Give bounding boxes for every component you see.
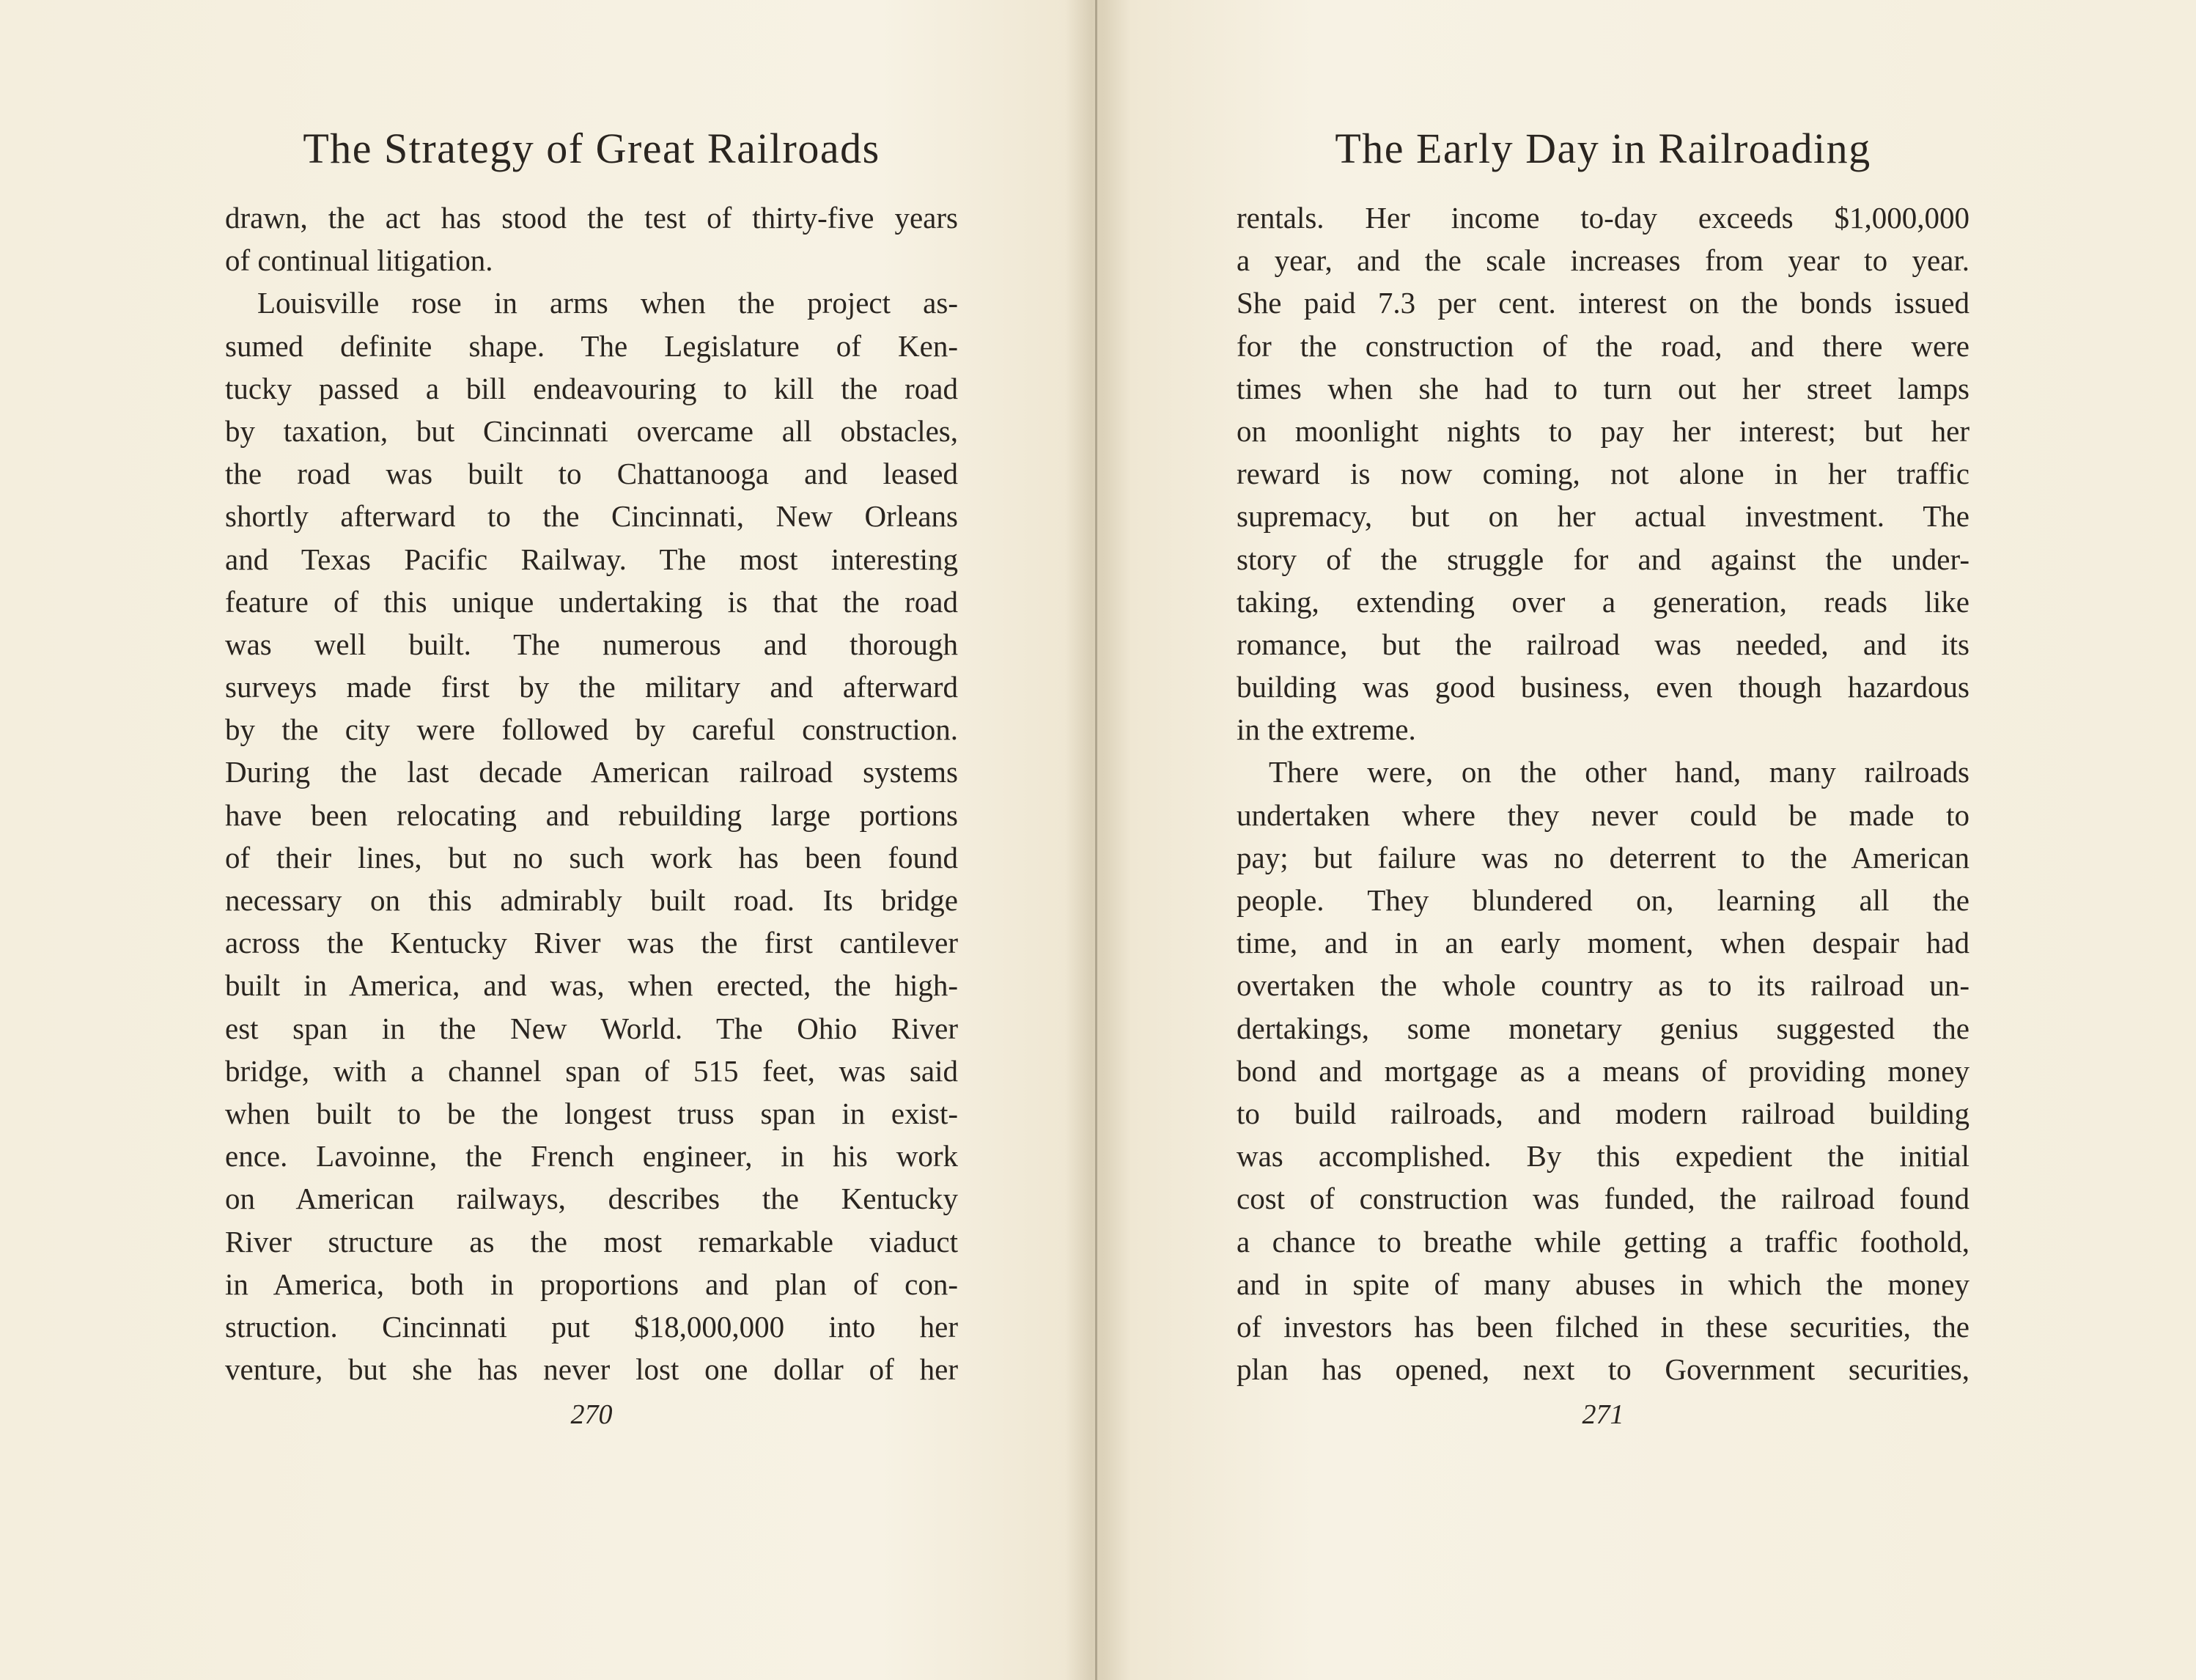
book-gutter — [1095, 0, 1097, 1680]
text-line: shortly afterward to the Cincinnati, New Orleans — [225, 499, 958, 534]
text-line: struction. Cincinnati put $18,000,000 into her — [225, 1309, 958, 1344]
text-line: undertaken where they never could be made to — [1237, 797, 1970, 832]
text-line: of their lines, but no such work has been found — [225, 840, 958, 874]
text-line: bond and mortgage as a means of providing money — [1237, 1053, 1970, 1088]
text-line: by the city were followed by careful construction. — [225, 712, 958, 747]
text-line: for the construction of the road, and there were — [1237, 328, 1970, 363]
text-line: when built to be the longest truss span in exist- — [225, 1096, 958, 1130]
text-line: romance, but the railroad was needed, and its — [1237, 627, 1970, 661]
text-line: people. They blundered on, learning all the — [1237, 883, 1970, 917]
text-line: and in spite of many abuses in which the money — [1237, 1267, 1970, 1301]
text-line: ence. Lavoinne, the French engineer, in his work — [225, 1139, 958, 1174]
text-line: on American railways, describes the Kentucky — [225, 1182, 958, 1216]
right-running-head: The Early Day in Railroading — [1335, 125, 1871, 172]
text-line: to build railroads, and modern railroad building — [1237, 1096, 1970, 1130]
text-line: times when she had to turn out her street lamps — [1237, 371, 1970, 405]
text-line: bridge, with a channel span of 515 feet, was said — [225, 1053, 958, 1088]
text-line: overtaken the whole country as to its railroad un- — [1237, 968, 1970, 1003]
text-line: of continual litigation. — [225, 243, 493, 278]
text-line: pay; but failure was no deterrent to the American — [1237, 840, 1970, 874]
text-line: building was good business, even though hazardous — [1237, 670, 1970, 704]
text-line: There were, on the other hand, many railroads — [1269, 755, 1970, 789]
text-line: cost of construction was funded, the railroad found — [1237, 1182, 1970, 1216]
text-line: story of the struggle for and against the under- — [1237, 542, 1970, 576]
text-line: of investors has been filched in these securities, the — [1237, 1309, 1970, 1344]
left-running-head: The Strategy of Great Railroads — [303, 125, 880, 172]
right-page-body — [1237, 196, 1970, 1390]
right-page-number: 271 — [1582, 1399, 1624, 1430]
text-line: River structure as the most remarkable viaduct — [225, 1224, 958, 1259]
left-page — [225, 0, 958, 1680]
text-line: feature of this unique undertaking is that the road — [225, 584, 958, 619]
text-line: Louisville rose in arms when the project as- — [257, 286, 958, 320]
text-line: necessary on this admirably built road. Its bridge — [225, 883, 958, 917]
text-line: surveys made first by the military and afterward — [225, 670, 958, 704]
text-line: built in America, and was, when erected, the high- — [225, 968, 958, 1003]
text-line: in America, both in proportions and plan of con- — [225, 1267, 958, 1301]
text-line: plan has opened, next to Government securities, — [1237, 1352, 1970, 1387]
text-line: sumed definite shape. The Legislature of Ken- — [225, 328, 958, 363]
text-line: and Texas Pacific Railway. The most interesting — [225, 542, 958, 576]
text-line: have been relocating and rebuilding large portions — [225, 797, 958, 832]
left-page-number: 270 — [570, 1399, 613, 1430]
text-line: a chance to breathe while getting a traffic foothold, — [1237, 1224, 1970, 1259]
text-line: the road was built to Chattanooga and leased — [225, 457, 958, 491]
text-line: in the extreme. — [1237, 712, 1416, 747]
text-line: During the last decade American railroad systems — [225, 755, 958, 789]
text-line: tucky passed a bill endeavouring to kill the road — [225, 371, 958, 405]
text-line: venture, but she has never lost one dollar of her — [225, 1352, 958, 1387]
text-line: dertakings, some monetary genius suggested the — [1237, 1011, 1970, 1045]
text-line: She paid 7.3 per cent. interest on the bonds issued — [1237, 286, 1970, 320]
text-line: was well built. The numerous and thorough — [225, 627, 958, 661]
text-line: reward is now coming, not alone in her traffic — [1237, 457, 1970, 491]
left-page-body — [225, 196, 958, 1390]
right-page — [1237, 0, 1970, 1680]
text-line: a year, and the scale increases from year to year. — [1237, 243, 1970, 278]
text-line: was accomplished. By this expedient the initial — [1237, 1139, 1970, 1174]
text-line: drawn, the act has stood the test of thirty-five years — [225, 201, 958, 235]
text-line: on moonlight nights to pay her interest; but her — [1237, 413, 1970, 448]
text-line: taking, extending over a generation, reads like — [1237, 584, 1970, 619]
text-line: est span in the New World. The Ohio River — [225, 1011, 958, 1045]
text-line: time, and in an early moment, when despair had — [1237, 926, 1970, 960]
text-line: across the Kentucky River was the first cantilever — [225, 926, 958, 960]
text-line: by taxation, but Cincinnati overcame all obstacles, — [225, 413, 958, 448]
text-line: supremacy, but on her actual investment. The — [1237, 499, 1970, 534]
text-line: rentals. Her income to-day exceeds $1,000,000 — [1237, 201, 1970, 235]
